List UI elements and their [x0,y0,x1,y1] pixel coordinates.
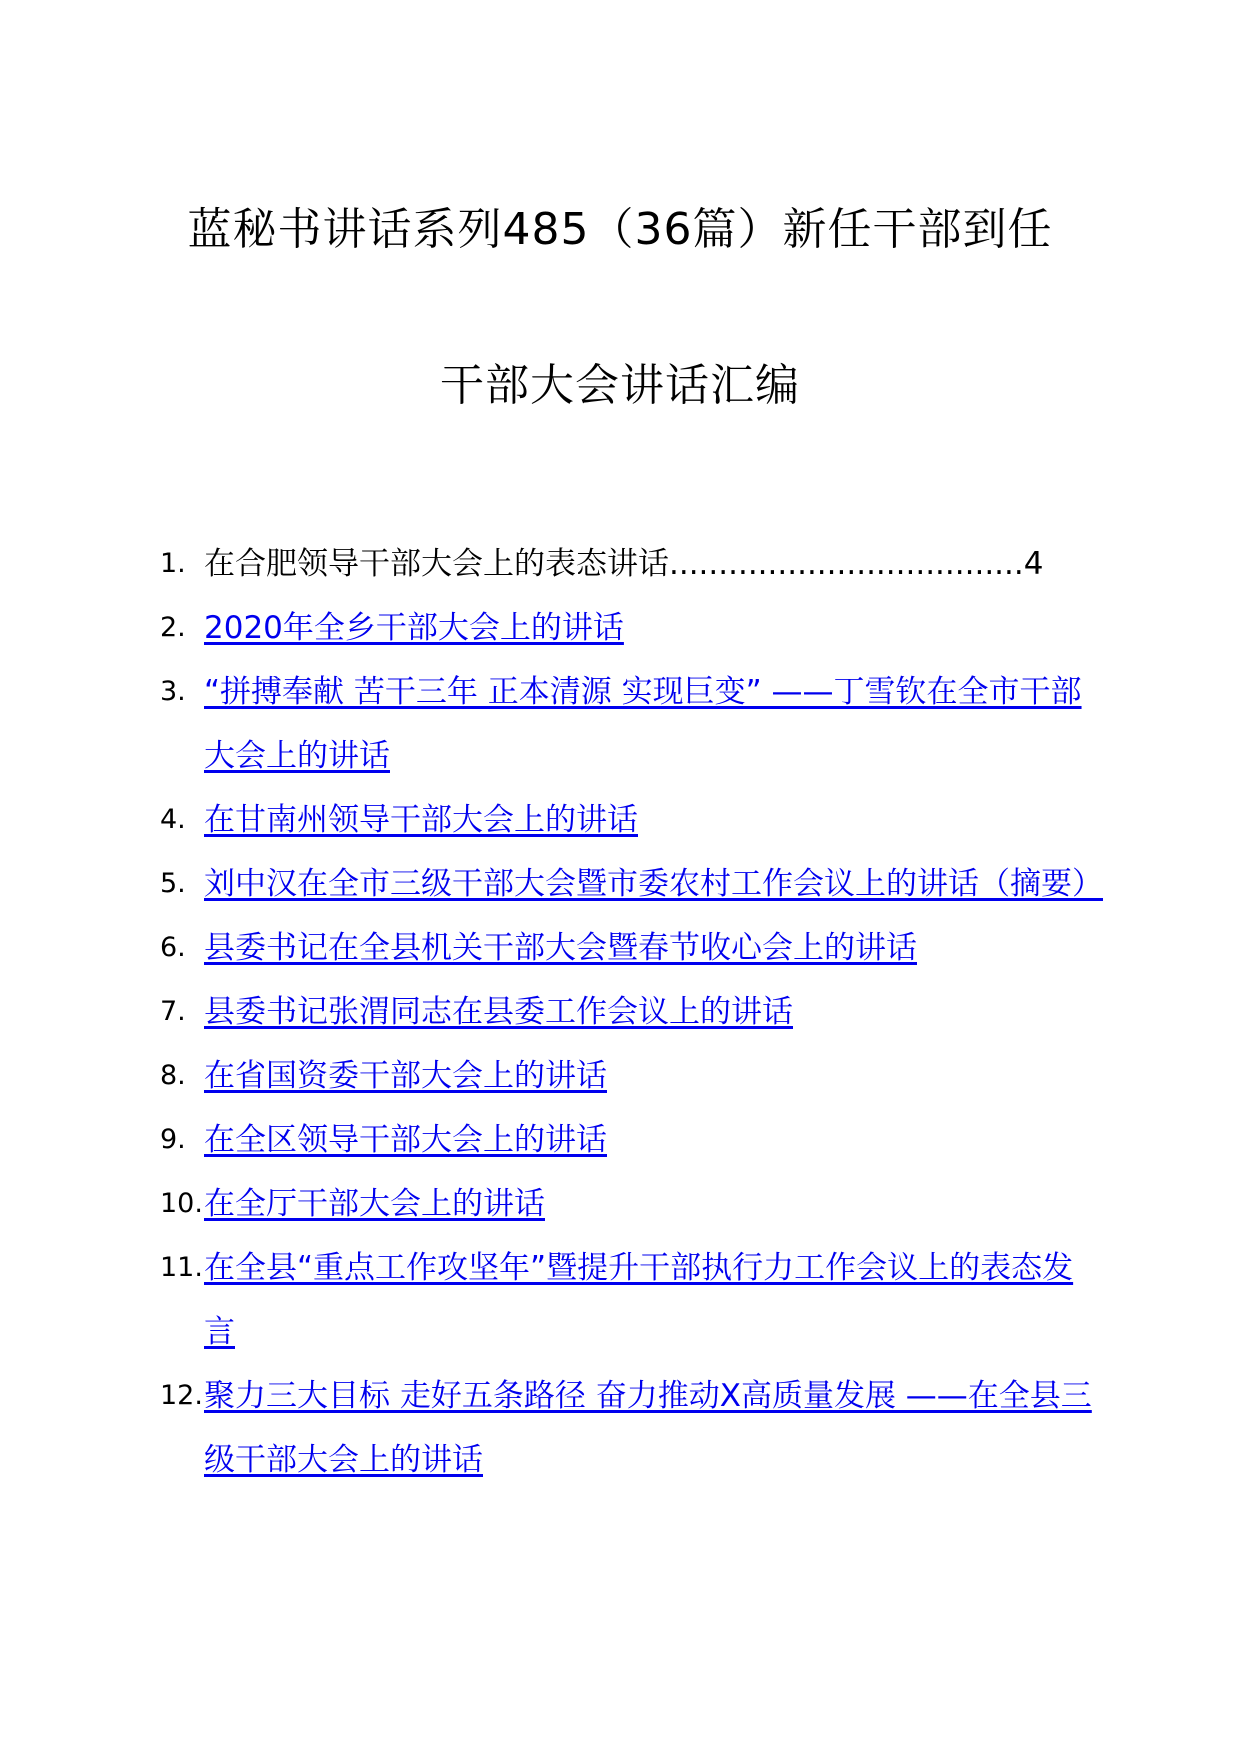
toc-number: 2. [160,612,186,643]
table-of-contents [160,532,1103,1492]
document-title-line-1: 蓝秘书讲话系列485（36篇）新任干部到任 [187,204,1053,255]
toc-entry-link[interactable]: 在甘南州领导干部大会上的讲话 [204,802,638,838]
toc-number: 7. [160,996,186,1027]
toc-number: 12. [160,1380,203,1411]
toc-entry-link[interactable]: 县委书记在全县机关干部大会暨春节收心会上的讲话 [204,930,917,966]
toc-item-10 [160,1172,1096,1236]
toc-number: 11. [160,1252,203,1283]
toc-item-6 [160,916,1096,980]
document-title-line-2: 干部大会讲话汇编 [440,360,800,411]
toc-entry-link[interactable]: 在全县“重点工作攻坚年”暨提升干部执行力工作会议上的表态发言 [204,1250,1074,1350]
toc-entry-link[interactable]: “拼搏奉献 苦干三年 正本清源 实现巨变” ——丁雪钦在全市干部大会上的讲话 [204,674,1082,774]
toc-number: 3. [160,676,186,707]
toc-number: 1. [160,548,186,579]
toc-item-12 [160,1364,1096,1492]
toc-item-3 [160,660,1096,788]
toc-number: 4. [160,804,186,835]
toc-entry-link[interactable]: 在全厅干部大会上的讲话 [204,1186,545,1222]
toc-number: 5. [160,868,186,899]
toc-number: 6. [160,932,186,963]
toc-entry-link[interactable]: 县委书记张渭同志在县委工作会议上的讲话 [204,994,793,1030]
toc-entry-link[interactable]: 聚力三大目标 走好五条路径 奋力推动X高质量发展 ——在全县三级干部大会上的讲话 [204,1378,1092,1478]
toc-item-1 [160,532,1096,596]
toc-entry-title: 在合肥领导干部大会上的表态讲话 [204,546,669,582]
toc-item-11 [160,1236,1096,1364]
toc-entry-link[interactable]: 在省国资委干部大会上的讲话 [204,1058,607,1094]
toc-leader-dots: .................................... [669,546,1024,582]
toc-entry-link[interactable]: 在全区领导干部大会上的讲话 [204,1122,607,1158]
toc-number: 10. [160,1188,203,1219]
toc-item-7 [160,980,1096,1044]
toc-item-5 [160,852,1103,916]
toc-entry-link[interactable]: 刘中汉在全市三级干部大会暨市委农村工作会议上的讲话（摘要） [204,866,1103,902]
toc-entry-link[interactable]: 2020年全乡干部大会上的讲话 [204,610,624,646]
toc-item-4 [160,788,1096,852]
toc-number: 8. [160,1060,186,1091]
toc-item-8 [160,1044,1096,1108]
toc-item-9 [160,1108,1096,1172]
toc-number: 9. [160,1124,186,1155]
toc-page-number: 4 [1023,546,1044,582]
toc-item-2 [160,596,1096,660]
